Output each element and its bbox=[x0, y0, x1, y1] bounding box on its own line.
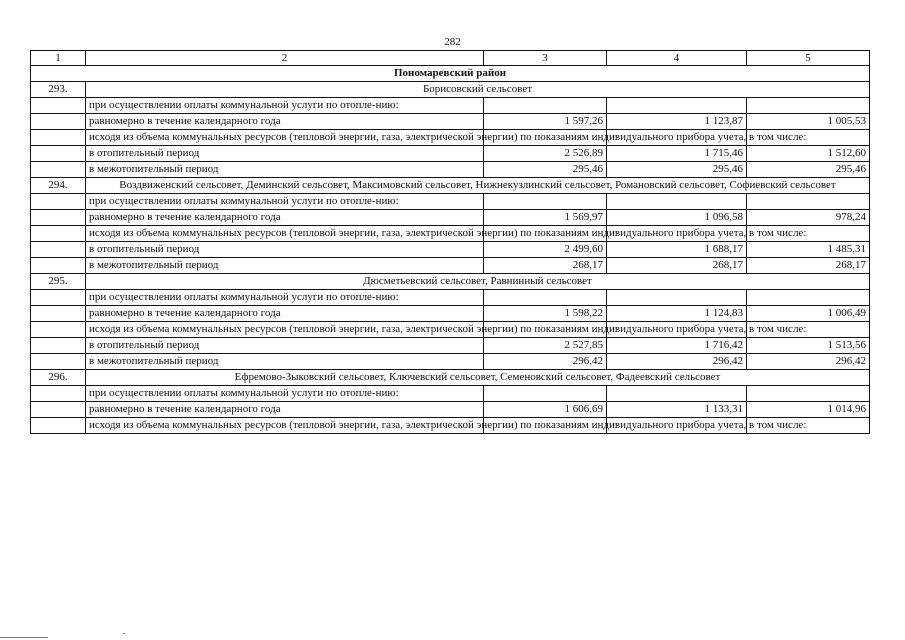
row-number-cell bbox=[31, 418, 86, 434]
table-row bbox=[31, 114, 870, 130]
header-cell-3: 3 bbox=[484, 51, 607, 66]
row-number-cell bbox=[31, 322, 86, 338]
section-title: Дюсметьевский сельсовет, Равнинный сельсовет bbox=[86, 274, 870, 290]
table-row bbox=[31, 290, 870, 306]
value-col-4: 1 688,17 bbox=[607, 242, 747, 258]
value-col-5: 1 485,31 bbox=[747, 242, 870, 258]
row-description: равномерно в течение календарного года bbox=[86, 306, 484, 322]
row-description: равномерно в течение календарного года bbox=[86, 402, 484, 418]
table-row bbox=[31, 258, 870, 274]
row-description: исходя из объема коммунальных ресурсов (тепловой энергии, газа, электрической энергии) по показаниям индивидуального прибора учета, в том числе: bbox=[86, 322, 484, 338]
value-col-3: 295,46 bbox=[484, 162, 607, 178]
header-cell-1: 1 bbox=[31, 51, 86, 66]
row-number-cell bbox=[31, 338, 86, 354]
section-header-row bbox=[31, 178, 870, 194]
value-col-3 bbox=[484, 194, 607, 210]
row-number-cell bbox=[31, 98, 86, 114]
row-number-cell bbox=[31, 402, 86, 418]
row-number-cell bbox=[31, 290, 86, 306]
tariff-table-body bbox=[31, 51, 870, 434]
value-col-4: 296,42 bbox=[607, 354, 747, 370]
table-row bbox=[31, 338, 870, 354]
value-col-5 bbox=[747, 290, 870, 306]
value-col-5: 1 513,56 bbox=[747, 338, 870, 354]
row-number-cell bbox=[31, 354, 86, 370]
section-title: Ефремово-Зыковский сельсовет, Ключевский сельсовет, Семеновский сельсовет, Фадеевский сельсовет bbox=[86, 370, 870, 386]
row-description: в отопительный период bbox=[86, 146, 484, 162]
row-description: в отопительный период bbox=[86, 242, 484, 258]
table-row bbox=[31, 386, 870, 402]
value-col-3 bbox=[484, 98, 607, 114]
value-col-3: 2 499,60 bbox=[484, 242, 607, 258]
row-description: в межотопительный период bbox=[86, 162, 484, 178]
value-col-5: 1 006,49 bbox=[747, 306, 870, 322]
header-row bbox=[31, 51, 870, 66]
table-row bbox=[31, 130, 870, 146]
value-col-3: 1 606,69 bbox=[484, 402, 607, 418]
table-row bbox=[31, 98, 870, 114]
value-col-3 bbox=[484, 290, 607, 306]
value-col-4 bbox=[607, 194, 747, 210]
value-col-4 bbox=[607, 98, 747, 114]
row-number-cell bbox=[31, 226, 86, 242]
header-cell-2: 2 bbox=[86, 51, 484, 66]
row-description: в межотопительный период bbox=[86, 258, 484, 274]
value-col-3 bbox=[484, 386, 607, 402]
row-description: при осуществлении оплаты коммунальной услуги по отопле-нию: bbox=[86, 386, 484, 402]
page-number: 282 bbox=[444, 36, 461, 48]
value-col-5: 1 005,53 bbox=[747, 114, 870, 130]
row-number-cell bbox=[31, 242, 86, 258]
value-col-3: 268,17 bbox=[484, 258, 607, 274]
value-col-5: 1 512,60 bbox=[747, 146, 870, 162]
district-row bbox=[31, 66, 870, 82]
value-col-5 bbox=[747, 386, 870, 402]
row-number-cell bbox=[31, 130, 86, 146]
row-description: исходя из объема коммунальных ресурсов (тепловой энергии, газа, электрической энергии) по показаниям индивидуального прибора учета, в том числе: bbox=[86, 418, 484, 434]
row-description: при осуществлении оплаты коммунальной услуги по отопле-нию: bbox=[86, 194, 484, 210]
value-col-3: 296,42 bbox=[484, 354, 607, 370]
table-row bbox=[31, 354, 870, 370]
value-col-4: 1 123,87 bbox=[607, 114, 747, 130]
scan-speck bbox=[123, 633, 125, 634]
table-row bbox=[31, 194, 870, 210]
table-row bbox=[31, 322, 870, 338]
section-header-row bbox=[31, 274, 870, 290]
value-col-4: 1 715,46 bbox=[607, 146, 747, 162]
value-col-3: 1 597,26 bbox=[484, 114, 607, 130]
row-number-cell bbox=[31, 386, 86, 402]
row-description: исходя из объема коммунальных ресурсов (тепловой энергии, газа, электрической энергии) по показаниям индивидуального прибора учета, в том числе: bbox=[86, 226, 484, 242]
row-description: исходя из объема коммунальных ресурсов (тепловой энергии, газа, электрической энергии) по показаниям индивидуального прибора учета, в том числе: bbox=[86, 130, 484, 146]
value-col-4: 1 096,58 bbox=[607, 210, 747, 226]
district-title: Пономаревский район bbox=[31, 66, 870, 82]
value-col-5 bbox=[747, 194, 870, 210]
value-col-5 bbox=[747, 98, 870, 114]
value-col-5: 1 014,96 bbox=[747, 402, 870, 418]
section-title: Борисовский сельсовет bbox=[86, 82, 870, 98]
table-row bbox=[31, 242, 870, 258]
section-header-row bbox=[31, 370, 870, 386]
row-number-cell bbox=[31, 210, 86, 226]
value-col-5: 295,46 bbox=[747, 162, 870, 178]
table-row bbox=[31, 146, 870, 162]
row-description: равномерно в течение календарного года bbox=[86, 210, 484, 226]
section-number: 296. bbox=[31, 370, 86, 386]
value-col-3: 2 527,85 bbox=[484, 338, 607, 354]
value-col-4: 1 133,31 bbox=[607, 402, 747, 418]
section-number: 294. bbox=[31, 178, 86, 194]
row-number-cell bbox=[31, 146, 86, 162]
section-number: 295. bbox=[31, 274, 86, 290]
row-description: при осуществлении оплаты коммунальной услуги по отопле-нию: bbox=[86, 290, 484, 306]
value-col-3: 1 598,22 bbox=[484, 306, 607, 322]
value-col-5: 296,42 bbox=[747, 354, 870, 370]
table-row bbox=[31, 306, 870, 322]
value-col-4: 1 124,83 bbox=[607, 306, 747, 322]
table-row bbox=[31, 162, 870, 178]
value-col-4 bbox=[607, 386, 747, 402]
row-description: в отопительный период bbox=[86, 338, 484, 354]
table-row bbox=[31, 210, 870, 226]
value-col-4: 268,17 bbox=[607, 258, 747, 274]
row-number-cell bbox=[31, 258, 86, 274]
row-description: при осуществлении оплаты коммунальной услуги по отопле-нию: bbox=[86, 98, 484, 114]
row-number-cell bbox=[31, 194, 86, 210]
value-col-3: 2 526,89 bbox=[484, 146, 607, 162]
header-cell-4: 4 bbox=[607, 51, 747, 66]
table-row bbox=[31, 226, 870, 242]
row-number-cell bbox=[31, 162, 86, 178]
value-col-4: 295,46 bbox=[607, 162, 747, 178]
section-header-row bbox=[31, 82, 870, 98]
header-cell-5: 5 bbox=[747, 51, 870, 66]
row-number-cell bbox=[31, 114, 86, 130]
table-row bbox=[31, 418, 870, 434]
section-number: 293. bbox=[31, 82, 86, 98]
row-description: равномерно в течение календарного года bbox=[86, 114, 484, 130]
value-col-4: 1 716,42 bbox=[607, 338, 747, 354]
value-col-5: 978,24 bbox=[747, 210, 870, 226]
section-title: Воздвиженский сельсовет, Деминский сельсовет, Максимовский сельсовет, Нижнекузлинский сельсовет, Романовский сельсовет, Софиевский сельсовет bbox=[86, 178, 870, 194]
value-col-5: 268,17 bbox=[747, 258, 870, 274]
row-number-cell bbox=[31, 306, 86, 322]
value-col-4 bbox=[607, 290, 747, 306]
row-description: в межотопительный период bbox=[86, 354, 484, 370]
page-edge-mark bbox=[0, 637, 48, 638]
table-row bbox=[31, 402, 870, 418]
tariff-table bbox=[30, 50, 870, 434]
value-col-3: 1 569,97 bbox=[484, 210, 607, 226]
